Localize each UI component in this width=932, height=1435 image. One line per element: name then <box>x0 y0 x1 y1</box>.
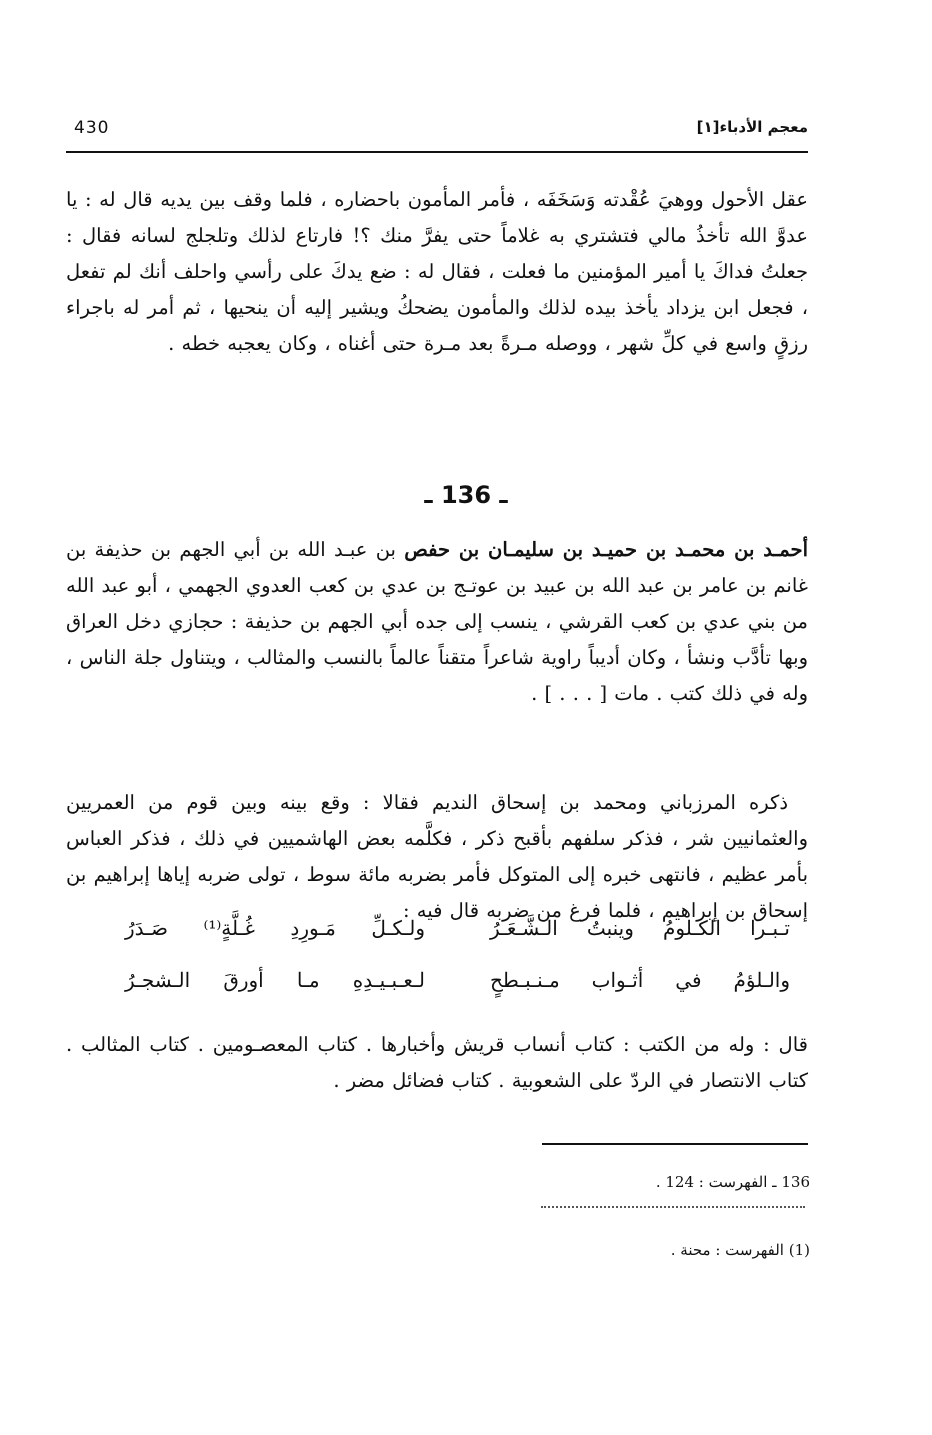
paragraph-1: عقل الأحول ووهيَ عُقْدته وَسَخَفَه ، فأمر المأمون باحضاره ، فلما وقف بين يديه قال له : يا عدوَّ الله تأخذُ مالي فتشتري به غلاماً حتى يفرَّ منك ؟! فارتاع لذلك وتلجلج لسانه فقال : جعلتُ فداكَ يا أمير المؤمنين ما فعلت ، فقال له : ضع يدكَ على رأسي واحلف أنك لم تفعل ، فجعل ابن يزداد يأخذ بيده لذلك والمأمون يضحكُ ويشير إليه أن ينحيها ، ثم أمر له باجراء رزقٍ واسع في كلِّ شهر ، ووصله مـرةً بعد مـرة حتى أغناه ، وكان يعجبه خطه . <box>66 188 809 355</box>
verse-1-first-hemistich: تـبـرا الكـلومُ وينبتُ الـشَّـعَـرُ <box>490 916 790 940</box>
header-rule <box>66 151 808 153</box>
verse <box>100 960 790 1000</box>
footnote-source: 136 ـ الفهرست : 124 . <box>655 1173 810 1191</box>
verse-2-first-hemistich: والـلؤمُ في أثـواب مـنـبـطحٍ <box>490 968 790 992</box>
paragraph-3: ذكره المرزباني ومحمد بن إسحاق النديم فقالا : وقع بينه وبين قوم من العمريين والعثمانيين شر ، فذكر سلفهم بأقبح ذكر ، فكلَّمه بعض الهاشميين في ذلك ، فذكر العباس بأمر عظيم ، فانتهى خبره إلى المتوكل فأمر بضربه مائة سوط ، تولى ضربه إياها إبراهيم بن إسحاق بن إبراهيم ، فلما فرغ من ضربه قال فيه : <box>66 791 808 922</box>
paragraph-2-text: بن عبـد الله بن أبي الجهم بن حذيفة بن غانم بن عامر بن عبد الله بن عبيد بن عوتـج بن عدي بن كعب العدوي الجهمي ، أبو عبد الله من بني عدي بن كعب القرشي ، ينسب إلى جده أبي الجهم بن حذيفة : حجازي دخل العراق وبها تأدَّب ونشأ ، وكان أديباً راوية شاعراً متقناً عالماً بالنسب والمثالب ، ويتناول جلة الناس ، وله في ذلك كتب . مات [ . . . ] . <box>66 538 808 705</box>
footnote-rule <box>542 1143 808 1145</box>
entry-name: أحمـد بن محمـد بن حميـد بن سليمـان بن حفص <box>404 538 808 561</box>
paragraph-4: قال : وله من الكتب : كتاب أنساب قريش وأخبارها . كتاب المعصـومين . كتاب المثالب . كتاب الانتصار في الردّ على الشعوبية . كتاب فضائل مضر . <box>66 1033 808 1092</box>
paragraph-2 <box>66 532 808 712</box>
page-header <box>66 118 808 146</box>
verse-2-second-hemistich: لـعـبـيـدِهِ مـا أورقَ الـشجـرُ <box>125 968 425 992</box>
footnote-dotted-separator <box>541 1206 805 1208</box>
running-title: معجم الأدباء[١] <box>696 118 808 136</box>
page-number: 430 <box>74 118 110 138</box>
footnote-1: (1) الفهرست : محنة . <box>670 1241 810 1259</box>
verse-1-second-hemistich: ولـكـلِّ مَـورِدِ غُـلَّةٍ⁽¹⁾ صَـدَرُ <box>125 916 425 940</box>
verse <box>100 908 790 948</box>
entry-number: ـ 136 ـ <box>424 481 508 509</box>
